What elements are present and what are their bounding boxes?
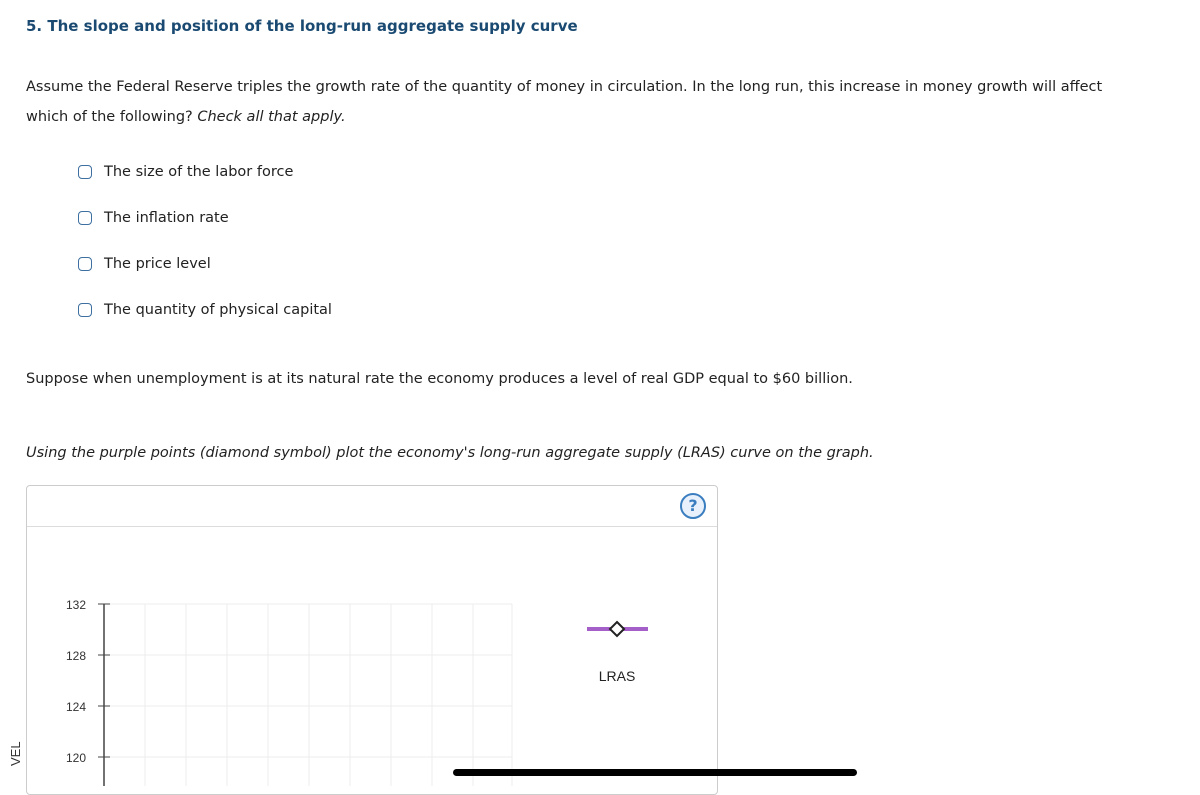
question-title: 5. The slope and position of the long-run aggregate supply curve — [26, 17, 578, 35]
option-label: The price level — [104, 256, 211, 272]
intro-line-1: Assume the Federal Reserve triples the growth rate of the quantity of money in circulation. In the long run, this increase in money growth will affect — [26, 79, 1103, 95]
graph-instruction: Using the purple points (diamond symbol) plot the economy's long-run aggregate supply (LRAS) curve on the graph. — [26, 445, 874, 461]
y-tick-label: 120 — [65, 751, 86, 765]
y-tick-label: 132 — [65, 598, 86, 612]
help-icon[interactable]: ? — [680, 493, 706, 519]
intro-instruction: Check all that apply. — [197, 109, 346, 125]
intro-line-2: which of the following? — [26, 109, 198, 125]
option-label: The size of the labor force — [104, 164, 294, 180]
option-label: The quantity of physical capital — [104, 302, 332, 318]
y-axis-title: VEL — [8, 741, 23, 766]
option-label: The inflation rate — [104, 210, 229, 226]
horizontal-scrollbar[interactable] — [453, 769, 857, 776]
lras-legend-tool[interactable] — [587, 622, 648, 684]
y-tick-label: 128 — [65, 649, 86, 663]
diamond-icon[interactable] — [610, 622, 624, 636]
grid — [104, 604, 512, 786]
scenario-text: Suppose when unemployment is at its natural rate the economy produces a level of real GDP equal to $60 billion. — [26, 371, 853, 387]
y-tick-label: 124 — [65, 700, 86, 714]
lras-legend-label: LRAS — [598, 668, 636, 684]
